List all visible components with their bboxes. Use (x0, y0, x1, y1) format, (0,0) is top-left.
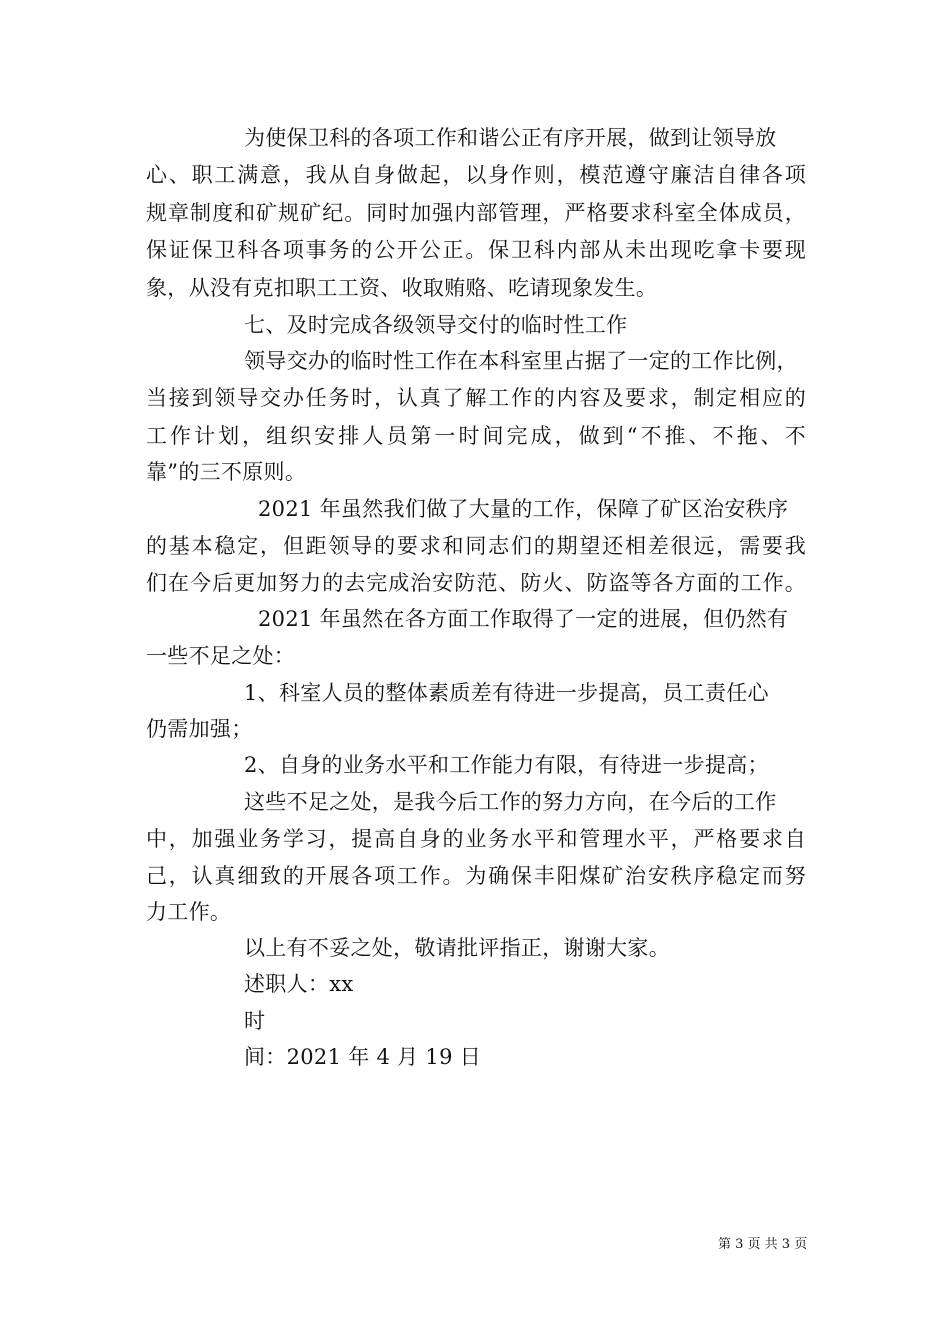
list-item: 1、科室人员的整体素质差有待进一步提高，员工责任心 (244, 681, 769, 705)
paragraph-line: 这些不足之处，是我今后工作的努力方向，在今后的工作 (244, 790, 777, 814)
paragraph-line: 保证保卫科各项事务的公开公正。保卫科内部从未出现吃拿卡要现 (146, 238, 806, 262)
paragraph-line: 中，加强业务学习，提高自身的业务水平和管理水平，严格要求自 (146, 827, 806, 851)
paragraph-line: 的基本稳定，但距领导的要求和同志们的期望还相差很远，需要我 (146, 534, 806, 558)
closing-line: 以上有不妥之处，敬请批评指正，谢谢大家。 (244, 936, 670, 960)
page-number-footer: 第 3 页 共 3 页 (718, 1237, 808, 1252)
paragraph-line: 当接到领导交办任务时，认真了解工作的内容及要求，制定相应的 (146, 386, 806, 410)
paragraph-line: 一些不足之处： (146, 644, 296, 668)
paragraph-line: 们在今后更加努力的去完成治安防范、防火、防盗等各方面的工作。 (146, 571, 806, 595)
paragraph-line: 2021 年虽然我们做了大量的工作，保障了矿区治安秩序 (258, 497, 789, 521)
paragraph-line: 力工作。 (146, 900, 232, 924)
paragraph-line: 靠”的三不原则。 (146, 460, 307, 484)
paragraph-line: 象，从没有克扣职工工资、收取贿赂、吃请现象发生。 (146, 276, 658, 300)
paragraph-line: 工作计划，组织安排人员第一时间完成，做到“不推、不拖、不 (146, 424, 806, 448)
signature-line: 述职人：xx (244, 972, 354, 996)
paragraph-line: 规章制度和矿规矿纪。同时加强内部管理，严格要求科室全体成员， (146, 201, 806, 225)
paragraph-line: 己，认真细致的开展各项工作。为确保丰阳煤矿治安秩序稳定而努 (146, 864, 806, 888)
list-item: 仍需加强； (146, 717, 253, 741)
list-item: 2、自身的业务水平和工作能力有限，有待进一步提高； (244, 753, 769, 777)
paragraph-line: 2021 年虽然在各方面工作取得了一定的进展，但仍然有 (258, 607, 789, 631)
date-label-line: 时 (244, 1009, 266, 1033)
paragraph-line: 为使保卫科的各项工作和谐公正有序开展，做到让领导放 (244, 126, 777, 150)
section-heading: 七、及时完成各级领导交付的临时性工作 (244, 313, 628, 337)
paragraph-line: 心、职工满意，我从自身做起，以身作则，模范遵守廉洁自律各项 (146, 163, 806, 187)
paragraph-line: 领导交办的临时性工作在本科室里占据了一定的工作比例， (244, 349, 798, 373)
date-line: 间：2021 年 4 月 19 日 (244, 1045, 482, 1069)
